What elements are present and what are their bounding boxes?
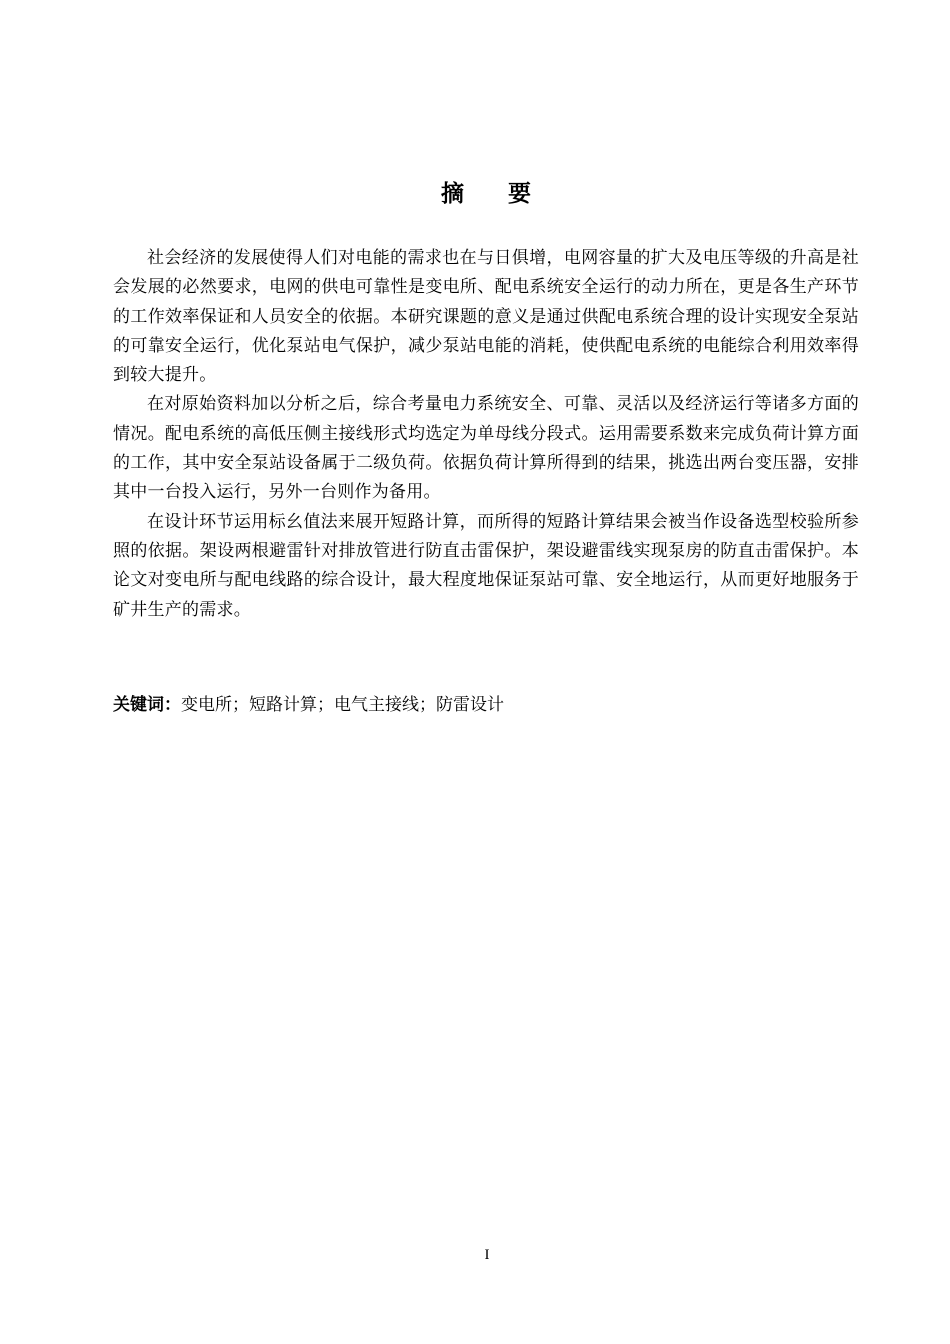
abstract-paragraph-3: 在设计环节运用标幺值法来展开短路计算，而所得的短路计算结果会被当作设备选型校验所参照的依据。架设两根避雷针对排放管进行防直击雷保护，架设避雷线实现泵房的防直击雷保护。本论文对变电所与配电线路的综合设计，最大程度地保证泵站可靠、安全地运行，从而更好地服务于矿井生产的需求。 [113, 511, 859, 620]
page-title [0, 178, 950, 210]
abstract-body [113, 244, 859, 625]
keywords-line [113, 691, 859, 720]
abstract-paragraph-2: 在对原始资料加以分析之后，综合考量电力系统安全、可靠、灵活以及经济运行等诸多方面的情况。配电系统的高低压侧主接线形式均选定为单母线分段式。运用需要系数来完成负荷计算方面的工作，其中安全泵站设备属于二级负荷。依据负荷计算所得到的结果，挑选出两台变压器，安排其中一台投入运行，另外一台则作为备用。 [113, 394, 859, 503]
page-number: I [484, 1247, 490, 1263]
title-char-2: 要 [508, 180, 533, 207]
title-char-1: 摘 [441, 180, 466, 207]
abstract-paragraph-1: 社会经济的发展使得人们对电能的需求也在与日俱增，电网容量的扩大及电压等级的升高是社会发展的必然要求，电网的供电可靠性是变电所、配电系统安全运行的动力所在，更是各生产环节的工作效率保证和人员安全的依据。本研究课题的意义是通过供配电系统合理的设计实现安全泵站的可靠安全运行，优化泵站电气保护，减少泵站电能的消耗，使供配电系统的电能综合利用效率得到较大提升。 [113, 248, 859, 386]
keywords-items: 变电所；短路计算；电气主接线；防雷设计 [181, 695, 504, 715]
keywords-label: 关键词： [113, 695, 181, 715]
